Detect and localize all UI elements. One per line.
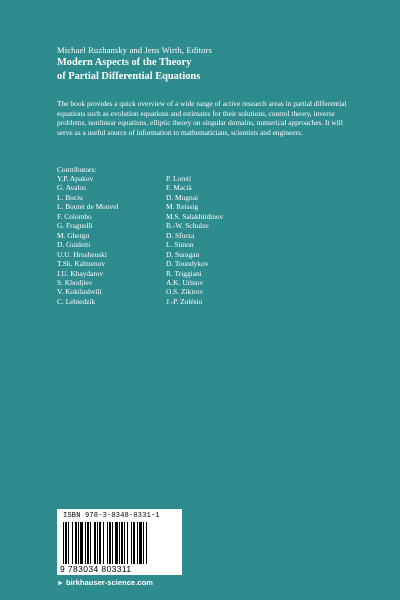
barcode-block — [57, 509, 182, 575]
contributor-name: B.-W. Schulze — [166, 221, 209, 231]
contributor-name: U.U. Hrusheuski — [57, 249, 107, 259]
contributors-left-column — [57, 174, 119, 306]
barcode-digits: 9 783034 803311 — [60, 564, 132, 574]
book-title-line-2: of Partial Differential Equations — [57, 71, 201, 82]
arrow-right-icon: ► — [57, 580, 64, 587]
contributor-name: T.Sh. Kalmenov — [57, 259, 106, 269]
contributor-name: G. Avalos — [57, 183, 87, 193]
book-title-line-1: Modern Aspects of the Theory — [57, 57, 192, 68]
book-title — [57, 56, 357, 84]
contributor-name: O.S. Zikirov — [166, 287, 204, 297]
contributor-name: L. Bociu — [57, 192, 83, 202]
book-description: The book provides a quick overview of a wide range of active research areas in partial differential equations such as evolution equations and estimates for their solutions, control theory, inverse problems, nonlinear equations, elliptic theory on singular domains, numerical approaches. It will serve as a useful source of information to mathematicians, scientists and engineers. — [57, 99, 347, 137]
contributors-label: Contributors: — [57, 165, 97, 174]
contributor-name: J.-P. Zolésio — [166, 296, 203, 306]
contributor-name: A.K. Urinov — [166, 277, 204, 287]
publisher-website-text: birkhauser-science.com — [65, 578, 153, 587]
editors-line: Michael Ruzhansky and Jens Wirth, Editors — [57, 45, 212, 55]
contributor-name: Y.P. Apakov — [57, 174, 94, 183]
contributor-name: F. Colombo — [57, 211, 92, 221]
contributor-name: S. Khodjiev — [57, 277, 93, 287]
contributor-name: D. Sforza — [166, 230, 195, 240]
barcode-bars — [63, 522, 177, 564]
contributor-name: D. Toundykov — [166, 259, 209, 269]
contributor-name: M. Reissig — [166, 202, 199, 212]
contributor-name: I.U. Khaydarov — [57, 268, 104, 278]
contributor-name: C. Lebiedzik — [57, 296, 96, 306]
isbn-text: ISBN 978-3-0348-0331-1 — [63, 512, 160, 520]
contributor-name: F. Macià — [166, 183, 192, 193]
contributor-name: L. Simon — [166, 240, 194, 250]
contributor-name: D. Mugnai — [166, 192, 199, 202]
contributor-name: M.S. Salakhitdinov — [166, 211, 224, 221]
contributor-name: R. Triggiani — [166, 268, 202, 278]
contributor-name: M. Ghergu — [57, 230, 90, 240]
publisher-website — [57, 578, 153, 587]
contributor-name: D. Suragan — [166, 249, 200, 259]
contributor-name: L. Boutet de Monvel — [57, 202, 119, 212]
contributor-name: G. Fragnelli — [57, 221, 93, 231]
contributor-name: P. Loreti — [166, 174, 192, 183]
contributor-name: D. Guidetti — [57, 240, 91, 250]
contributor-name: V. Kokilashvili — [57, 287, 102, 297]
contributors-right-column — [166, 174, 223, 306]
